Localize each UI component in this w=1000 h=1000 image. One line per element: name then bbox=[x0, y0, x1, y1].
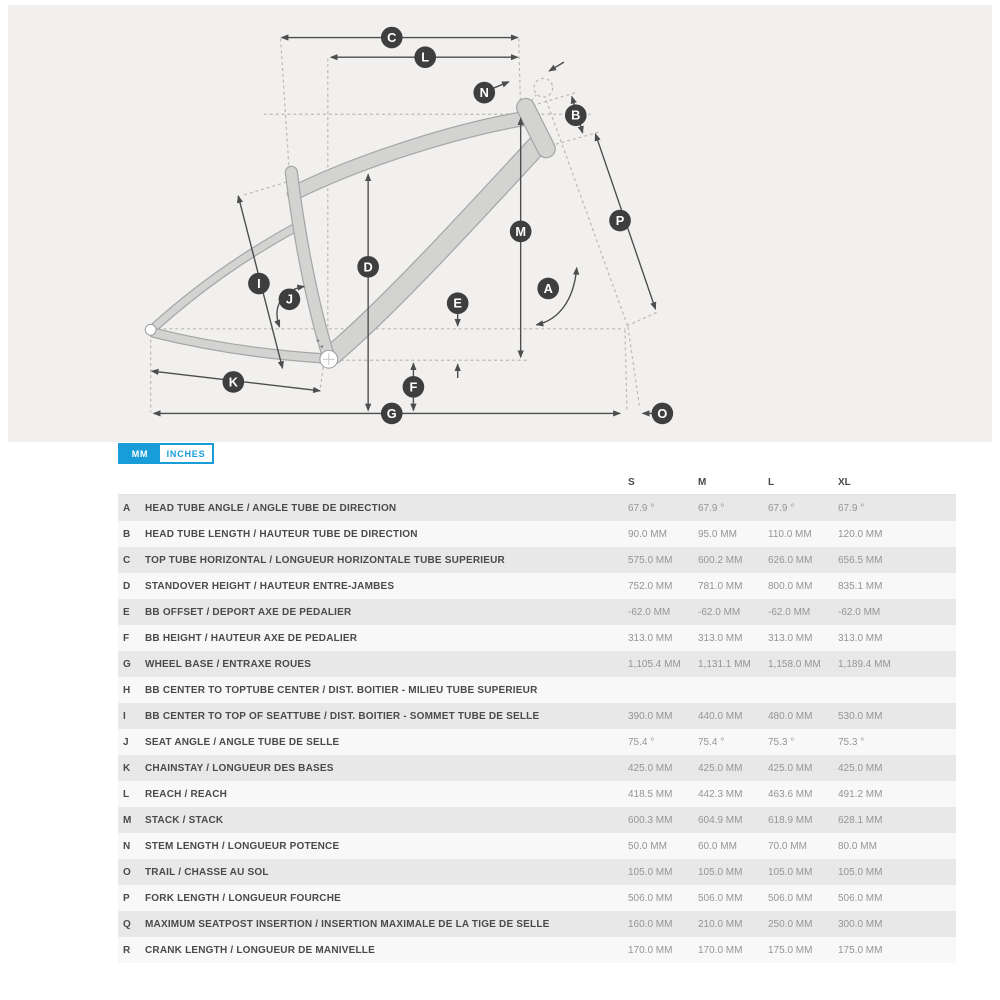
svg-text:N: N bbox=[479, 85, 489, 101]
svg-text:I: I bbox=[257, 276, 261, 292]
table-row bbox=[118, 547, 956, 573]
table-row bbox=[118, 937, 956, 963]
row-value-s: 90.0 MM bbox=[628, 528, 667, 540]
row-value-l: 618.9 MM bbox=[768, 814, 813, 826]
row-letter: R bbox=[123, 944, 131, 956]
badge-J bbox=[279, 288, 301, 310]
table-header-row bbox=[118, 470, 956, 495]
row-letter: A bbox=[123, 502, 131, 514]
row-value-m: -62.0 MM bbox=[698, 606, 741, 618]
row-value-xl: 425.0 MM bbox=[838, 762, 883, 774]
row-value-s: 67.9 ° bbox=[628, 502, 655, 514]
row-value-xl: 835.1 MM bbox=[838, 580, 883, 592]
svg-text:L: L bbox=[421, 49, 430, 65]
row-label: CRANK LENGTH / LONGUEUR DE MANIVELLE bbox=[145, 944, 375, 956]
svg-text:D: D bbox=[363, 259, 373, 275]
row-label: MAXIMUM SEATPOST INSERTION / INSERTION MAXIMALE DE LA TIGE DE SELLE bbox=[145, 918, 550, 930]
row-value-m: 105.0 MM bbox=[698, 866, 743, 878]
row-letter: P bbox=[123, 892, 130, 904]
table-body bbox=[118, 495, 956, 963]
row-letter: E bbox=[123, 606, 130, 618]
table-row bbox=[118, 677, 956, 703]
row-value-l: 480.0 MM bbox=[768, 710, 813, 722]
row-label: STANDOVER HEIGHT / HAUTEUR ENTRE-JAMBES bbox=[145, 580, 395, 592]
row-value-m: 95.0 MM bbox=[698, 528, 737, 540]
badge-O bbox=[652, 403, 674, 425]
row-value-l: 70.0 MM bbox=[768, 840, 807, 852]
row-value-m: 442.3 MM bbox=[698, 788, 743, 800]
row-value-s: 575.0 MM bbox=[628, 554, 673, 566]
row-label: HEAD TUBE LENGTH / HAUTEUR TUBE DE DIRECTION bbox=[145, 528, 418, 540]
table-row bbox=[118, 859, 956, 885]
row-label: BB CENTER TO TOPTUBE CENTER / DIST. BOITIER - MILIEU TUBE SUPÉRIEUR bbox=[145, 684, 538, 696]
table-row bbox=[118, 573, 956, 599]
row-letter: C bbox=[123, 554, 131, 566]
table-row bbox=[118, 833, 956, 859]
svg-text:F: F bbox=[409, 379, 418, 395]
row-value-s: 105.0 MM bbox=[628, 866, 673, 878]
row-value-l: 110.0 MM bbox=[768, 528, 812, 540]
svg-text:M: M bbox=[515, 223, 526, 239]
measurement-lines bbox=[152, 38, 656, 414]
row-value-m: 781.0 MM bbox=[698, 580, 743, 592]
row-value-xl: 628.1 MM bbox=[838, 814, 883, 826]
stem-clamp-circle bbox=[534, 78, 553, 97]
table-row bbox=[118, 885, 956, 911]
col-header-l: L bbox=[768, 476, 775, 488]
geometry-table bbox=[118, 470, 956, 963]
row-value-xl: 491.2 MM bbox=[838, 788, 883, 800]
badge-F bbox=[403, 376, 425, 398]
row-label: BB CENTER TO TOP OF SEATTUBE / DIST. BOITIER - SOMMET TUBE DE SELLE bbox=[145, 710, 540, 722]
row-value-s: 170.0 MM bbox=[628, 944, 673, 956]
row-letter: K bbox=[123, 762, 131, 774]
col-header-m: M bbox=[698, 476, 707, 488]
row-letter: N bbox=[123, 840, 131, 852]
table-row bbox=[118, 625, 956, 651]
row-value-l: 75.3 ° bbox=[768, 736, 795, 748]
table-row bbox=[118, 651, 956, 677]
row-value-xl: 530.0 MM bbox=[838, 710, 883, 722]
row-value-xl: 313.0 MM bbox=[838, 632, 883, 644]
svg-text:P: P bbox=[615, 213, 625, 229]
row-letter: F bbox=[123, 632, 130, 644]
row-value-m: 600.2 MM bbox=[698, 554, 743, 566]
row-letter: D bbox=[123, 580, 131, 592]
row-value-m: 1,131.1 MM bbox=[698, 658, 751, 670]
row-value-xl: 75.3 ° bbox=[838, 736, 865, 748]
row-value-xl: 120.0 MM bbox=[838, 528, 883, 540]
row-value-xl: 67.9 ° bbox=[838, 502, 865, 514]
badge-P bbox=[609, 210, 631, 232]
row-value-s: 390.0 MM bbox=[628, 710, 673, 722]
row-label: STEM LENGTH / LONGUEUR POTENCE bbox=[145, 840, 340, 852]
row-value-m: 75.4 ° bbox=[698, 736, 725, 748]
badge-K bbox=[223, 371, 245, 393]
row-letter: O bbox=[123, 866, 131, 878]
row-label: CHAINSTAY / LONGUEUR DES BASES bbox=[145, 762, 334, 774]
table-row bbox=[118, 703, 956, 729]
table-row bbox=[118, 755, 956, 781]
row-value-m: 210.0 MM bbox=[698, 918, 743, 930]
row-value-m: 170.0 MM bbox=[698, 944, 743, 956]
row-value-l: 425.0 MM bbox=[768, 762, 813, 774]
row-value-l: 313.0 MM bbox=[768, 632, 813, 644]
row-value-s: 160.0 MM bbox=[628, 918, 673, 930]
badge-C bbox=[381, 27, 403, 49]
row-label: BB OFFSET / DEPORT AXE DE PÉDALIER bbox=[145, 606, 352, 618]
rear-dropout bbox=[145, 324, 156, 335]
row-value-m: 313.0 MM bbox=[698, 632, 743, 644]
col-header-s: S bbox=[628, 476, 635, 488]
svg-text:A: A bbox=[543, 280, 553, 296]
table-row bbox=[118, 495, 956, 521]
row-value-s: 600.3 MM bbox=[628, 814, 673, 826]
row-value-m: 506.0 MM bbox=[698, 892, 743, 904]
row-label: HEAD TUBE ANGLE / ANGLE TUBE DE DIRECTION bbox=[145, 502, 397, 514]
row-value-xl: 300.0 MM bbox=[838, 918, 883, 930]
row-label: REACH / REACH bbox=[145, 788, 228, 800]
geometry-diagram bbox=[8, 5, 992, 442]
col-header-xl: XL bbox=[838, 476, 851, 488]
badge-I bbox=[248, 273, 270, 295]
row-label: FORK LENGTH / LONGUEUR FOURCHE bbox=[145, 892, 341, 904]
row-value-s: 752.0 MM bbox=[628, 580, 673, 592]
row-value-xl: 80.0 MM bbox=[838, 840, 877, 852]
badge-A bbox=[537, 278, 559, 300]
row-label: TOP TUBE HORIZONTAL / LONGUEUR HORIZONTALE TUBE SUPÉRIEUR bbox=[145, 554, 505, 566]
row-value-s: 75.4 ° bbox=[628, 736, 655, 748]
row-label: WHEEL BASE / ENTRAXE ROUES bbox=[145, 658, 312, 670]
row-value-s: 313.0 MM bbox=[628, 632, 673, 644]
row-value-l: 105.0 MM bbox=[768, 866, 813, 878]
row-value-s: 506.0 MM bbox=[628, 892, 673, 904]
unit-toggle bbox=[118, 443, 214, 464]
row-value-m: 425.0 MM bbox=[698, 762, 743, 774]
row-value-xl: 506.0 MM bbox=[838, 892, 883, 904]
row-value-xl: 105.0 MM bbox=[838, 866, 883, 878]
row-value-l: -62.0 MM bbox=[768, 606, 811, 618]
row-value-s: -62.0 MM bbox=[628, 606, 671, 618]
table-row bbox=[118, 729, 956, 755]
row-value-l: 626.0 MM bbox=[768, 554, 813, 566]
svg-text:J: J bbox=[285, 291, 293, 307]
row-value-l: 250.0 MM bbox=[768, 918, 813, 930]
row-letter: G bbox=[123, 658, 131, 670]
row-value-l: 800.0 MM bbox=[768, 580, 813, 592]
badge-L bbox=[414, 46, 436, 68]
badge-G bbox=[381, 403, 403, 425]
row-letter: Q bbox=[123, 918, 131, 930]
row-value-xl: 1,189.4 MM bbox=[838, 658, 891, 670]
badge-B bbox=[565, 104, 587, 126]
inches-button[interactable]: INCHES bbox=[160, 445, 212, 462]
row-value-l: 506.0 MM bbox=[768, 892, 813, 904]
row-value-m: 60.0 MM bbox=[698, 840, 737, 852]
svg-text:E: E bbox=[453, 295, 462, 311]
row-letter: H bbox=[123, 684, 131, 696]
row-value-l: 175.0 MM bbox=[768, 944, 813, 956]
table-row bbox=[118, 521, 956, 547]
table-row bbox=[118, 911, 956, 937]
svg-text:K: K bbox=[228, 374, 238, 390]
row-value-l: 67.9 ° bbox=[768, 502, 795, 514]
mm-button[interactable]: MM bbox=[120, 445, 160, 462]
svg-text:C: C bbox=[387, 30, 397, 46]
construction-lines bbox=[151, 39, 658, 413]
row-label: TRAIL / CHASSE AU SOL bbox=[145, 866, 269, 878]
row-label: BB HEIGHT / HAUTEUR AXE DE PÉDALIER bbox=[145, 632, 358, 644]
row-letter: B bbox=[123, 528, 131, 540]
row-letter: L bbox=[123, 788, 130, 800]
table-row bbox=[118, 781, 956, 807]
row-letter: I bbox=[123, 710, 126, 722]
row-value-xl: 175.0 MM bbox=[838, 944, 883, 956]
row-value-m: 67.9 ° bbox=[698, 502, 725, 514]
svg-text:G: G bbox=[386, 405, 397, 421]
row-value-xl: 656.5 MM bbox=[838, 554, 883, 566]
table-row bbox=[118, 599, 956, 625]
svg-text:O: O bbox=[657, 405, 668, 421]
row-value-l: 463.6 MM bbox=[768, 788, 813, 800]
row-value-s: 425.0 MM bbox=[628, 762, 673, 774]
bike-geometry-svg bbox=[8, 5, 992, 442]
row-label: STACK / STACK bbox=[145, 814, 224, 826]
row-label: SEAT ANGLE / ANGLE TUBE DE SELLE bbox=[145, 736, 340, 748]
row-value-xl: -62.0 MM bbox=[838, 606, 881, 618]
badge-N bbox=[473, 82, 495, 104]
row-letter: M bbox=[123, 814, 132, 826]
svg-text:B: B bbox=[571, 107, 581, 123]
badge-D bbox=[357, 256, 379, 278]
row-value-s: 50.0 MM bbox=[628, 840, 667, 852]
badge-M bbox=[510, 221, 532, 243]
row-value-m: 604.9 MM bbox=[698, 814, 743, 826]
badge-E bbox=[447, 292, 469, 314]
row-letter: J bbox=[123, 736, 129, 748]
row-value-s: 418.5 MM bbox=[628, 788, 673, 800]
row-value-s: 1,105.4 MM bbox=[628, 658, 681, 670]
table-row bbox=[118, 807, 956, 833]
row-value-l: 1,158.0 MM bbox=[768, 658, 821, 670]
row-value-m: 440.0 MM bbox=[698, 710, 743, 722]
